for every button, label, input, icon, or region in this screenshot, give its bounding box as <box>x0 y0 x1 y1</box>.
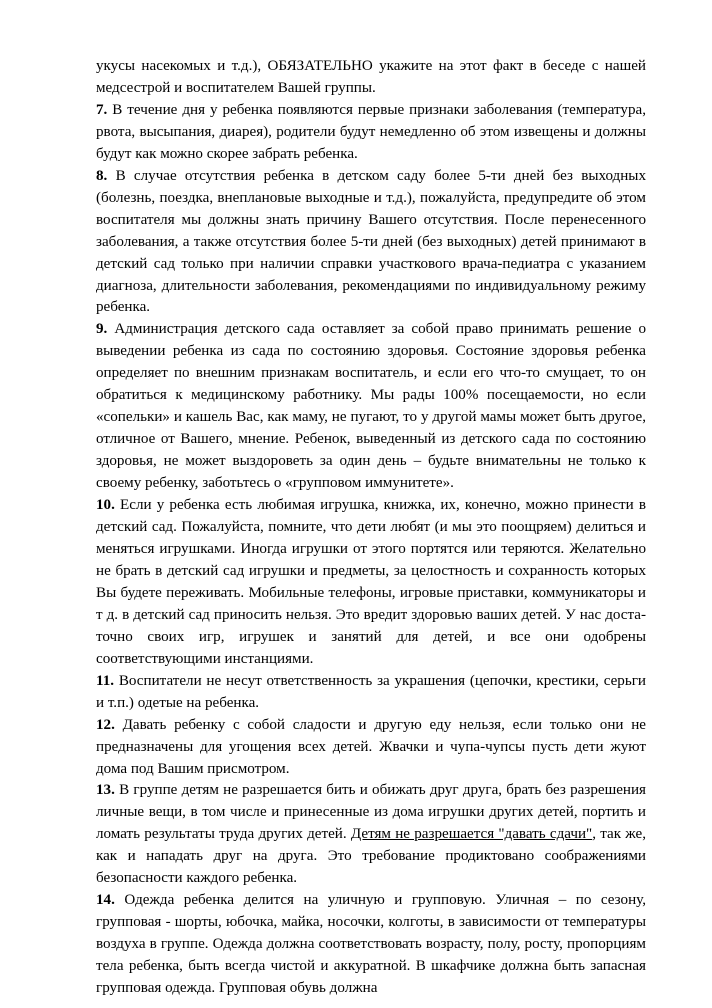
paragraph-underlined-text: Детям не разрешается "давать сдачи" <box>350 826 593 843</box>
paragraph-item-10 <box>96 495 646 671</box>
paragraph-number: 9. <box>96 321 108 338</box>
paragraph-text: В группе детям не разрешается бить и обижать друг друга, брать без разрешения личные вещи, в том числе и принесенные из дома игрушки других детей, портить и ломать результаты труда других детей. <box>96 782 646 843</box>
paragraph-text: укусы насекомых и т.д.), ОБЯЗАТЕЛЬНО укажите на этот факт в беседе с нашей медсестрой и воспитателем Вашей группы. <box>96 58 646 96</box>
paragraph-text: В случае отсутствия ребенка в детском саду более 5-ти дней без выходных (болезнь, поездка, внеплановые выходные и т.д.), пожалуйста, предупредите об этом воспитателя мы должны знать причину Вашего отсутствия. После перенесенного заболевания, а также отсутствия более 5-ти дней (без выходных) детей принимают в детский сад только при наличии справки участкового врача-педиатра с указанием диагноза, длительности заболевания, рекомендациями по индивидуальному режиму ребенка. <box>96 167 646 316</box>
document-text-body <box>96 56 646 1000</box>
paragraph-item-7 <box>96 100 646 166</box>
paragraph-text: Воспитатели не несут ответственность за украшения (цепочки, крестики, серьги и т.п.) одетые на ребенка. <box>96 672 646 711</box>
paragraph-text: Если у ребенка есть любимая игрушка, книжка, их, конечно, можно принести в детский сад. Пожалуйста, помните, что дети любят (и мы это поощряем) делиться и меняться игрушками. Иногда игрушки от этого портятся или теряются. Желательно не брать в детский сад игрушки и предметы, за целостность и сохранность которых Вы будете переживать. Мобильные телефоны, игровые приставки, коммуникаторы и т д. в детский сад приносить нельзя. Это вредит здоровью ваших детей. У нас доста-точно своих игр, игрушек и занятий для детей, и все они одобрены соответствующими инстанциями. <box>96 497 646 667</box>
paragraph-item-9 <box>96 319 646 495</box>
paragraph-text: Давать ребенку с собой сладости и другую еду нельзя, если только они не предназначены для угощения всех детей. Жвачки и чупа-чупсы пусть дети жуют дома под Вашим присмотром. <box>96 716 646 777</box>
paragraph-text: В течение дня у ребенка появляются первые признаки заболевания (температура, рвота, высыпания, диарея), родители будут немедленно об этом извещены и должны будут как можно скорее забрать ребенка. <box>96 101 646 162</box>
paragraph-item-14 <box>96 890 646 1000</box>
paragraph-number: 11. <box>96 672 115 689</box>
paragraph-number: 14. <box>96 892 115 909</box>
paragraph-number: 8. <box>96 167 108 184</box>
paragraph-continuation <box>96 56 646 100</box>
paragraph-text: Администрация детского сада оставляет за собой право принимать решение о выведении ребенка из сада по состоянию здоровья. Состояние здоровья ребенка определяет по внешним признакам воспитатель, и если его что-то смущает, то он обратиться к медицинскому работнику. Мы рады 100% посещаемости, но если «сопельки» и кашель Вас, как маму, не пугают, то у другой мамы может быть другое, отличное от Вашего, мнение. Ребенок, выведенный из детского сада по состоянию здоровья, не может выздороветь за один день – будьте внимательны не только к своему ребенку, заботьтесь о «групповом иммунитете». <box>96 321 646 492</box>
paragraph-number: 7. <box>96 101 108 118</box>
paragraph-number: 12. <box>96 716 115 733</box>
paragraph-item-8 <box>96 166 646 320</box>
paragraph-text: Одежда ребенка делится на уличную и групповую. Уличная – по сезону, групповая - шорты, юбочка, майка, носочки, колготы, в зависимости от температуры воздуха в группе. Одежда должна соответствовать возрасту, полу, росту, пропорциям тела ребенка, быть всегда чистой и аккуратной. В шкафчике должна быть запасная групповая одежда. Групповая обувь должна <box>96 892 646 997</box>
paragraph-number: 13. <box>96 782 115 799</box>
paragraph-tail-text: , так же, как и нападать друг на друга. Это требование продиктовано соображениями безопасности каждого ребенка. <box>96 826 646 887</box>
paragraph-number: 10. <box>96 497 115 514</box>
paragraph-item-13 <box>96 780 646 890</box>
paragraph-item-12 <box>96 715 646 781</box>
paragraph-item-11 <box>96 671 646 715</box>
